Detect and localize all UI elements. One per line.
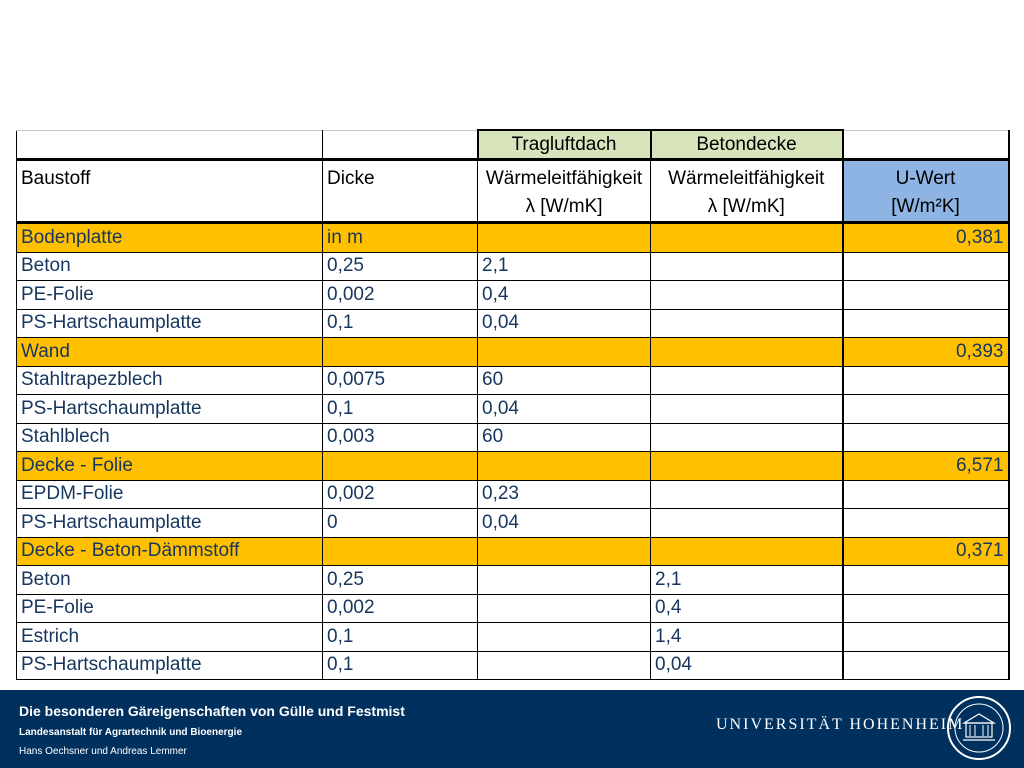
table-cell: [478, 566, 651, 595]
table-cell: 0,1: [323, 651, 478, 680]
table-cell: 0,04: [478, 395, 651, 424]
table-cell: PS-Hartschaumplatte: [17, 309, 323, 338]
table-cell: PS-Hartschaumplatte: [17, 509, 323, 538]
table-cell: [478, 338, 651, 367]
table-cell: [323, 452, 478, 481]
section-row: [17, 338, 1009, 367]
table-row: [17, 366, 1009, 395]
table-cell: Beton: [17, 566, 323, 595]
table-row: [17, 566, 1009, 595]
table-cell: [651, 452, 843, 481]
column-header-cell: [17, 160, 323, 223]
table-cell: 0,002: [323, 594, 478, 623]
section-row: [17, 537, 1009, 566]
presentation-title: Die besonderen Gäreigenschaften von Gülle und Festmist: [19, 703, 405, 719]
section-row: [17, 452, 1009, 481]
table-cell: 0,0075: [323, 366, 478, 395]
table-cell: 6,571: [843, 452, 1009, 481]
table-cell: 0,1: [323, 623, 478, 652]
table-cell: [843, 252, 1009, 281]
table-cell: 0,25: [323, 566, 478, 595]
table-cell: [843, 309, 1009, 338]
table-cell: PE-Folie: [17, 281, 323, 310]
table-cell: 0,1: [323, 309, 478, 338]
table-cell: 2,1: [478, 252, 651, 281]
column-header-row: [17, 160, 1009, 223]
table-row: [17, 651, 1009, 680]
column-header-cell: [323, 160, 478, 223]
table-row: [17, 252, 1009, 281]
table-cell: [323, 338, 478, 367]
university-seal-icon: [946, 695, 1012, 761]
table-row: [17, 309, 1009, 338]
table-cell: PE-Folie: [17, 594, 323, 623]
table-cell: Stahltrapezblech: [17, 366, 323, 395]
table-cell: [478, 223, 651, 253]
table-cell: Decke - Beton-Dämmstoff: [17, 537, 323, 566]
group-header-cell: Tragluftdach: [478, 130, 651, 160]
table-cell: PS-Hartschaumplatte: [17, 651, 323, 680]
table-cell: [651, 423, 843, 452]
table-cell: 0,003: [323, 423, 478, 452]
table-row: [17, 594, 1009, 623]
table-cell: [651, 252, 843, 281]
table-cell: [843, 509, 1009, 538]
table-cell: [651, 366, 843, 395]
table-cell: Wand: [17, 338, 323, 367]
table-cell: [843, 594, 1009, 623]
table-cell: 0,04: [478, 509, 651, 538]
table-cell: 0: [323, 509, 478, 538]
table-cell: 0,002: [323, 281, 478, 310]
table-cell: [843, 623, 1009, 652]
group-header-cell: Betondecke: [651, 130, 843, 160]
table-cell: Estrich: [17, 623, 323, 652]
table-cell: 0,04: [651, 651, 843, 680]
table-cell: [843, 281, 1009, 310]
table-cell: 60: [478, 423, 651, 452]
table-row: [17, 395, 1009, 424]
table-cell: EPDM-Folie: [17, 480, 323, 509]
table-cell: [478, 651, 651, 680]
table-cell: 1,4: [651, 623, 843, 652]
section-row: [17, 223, 1009, 253]
table-cell: Decke - Folie: [17, 452, 323, 481]
column-header-cell: [843, 160, 1009, 223]
table-cell: [651, 281, 843, 310]
column-header-line1: Wärmeleitfähigkeit: [485, 168, 643, 189]
table-cell: PS-Hartschaumplatte: [17, 395, 323, 424]
university-name: UNIVERSITÄT HOHENHEIM: [716, 716, 965, 733]
table-cell: [478, 594, 651, 623]
author-names: Hans Oechsner und Andreas Lemmer: [19, 746, 187, 757]
group-header-cell: [323, 130, 478, 160]
table-cell: [478, 452, 651, 481]
table-row: [17, 509, 1009, 538]
table-row: [17, 623, 1009, 652]
column-header-line2: λ [W/mK]: [707, 196, 785, 217]
table-cell: [651, 223, 843, 253]
table-cell: [651, 509, 843, 538]
table-cell: 0,371: [843, 537, 1009, 566]
footer-bar: [0, 690, 1024, 768]
table-cell: 0,04: [478, 309, 651, 338]
column-header-cell: [651, 160, 843, 223]
table-cell: 0,381: [843, 223, 1009, 253]
table-cell: 0,4: [651, 594, 843, 623]
table-cell: [478, 537, 651, 566]
table-cell: 0,4: [478, 281, 651, 310]
table-row: [17, 281, 1009, 310]
group-header-cell: [843, 130, 1009, 160]
table-cell: 0,1: [323, 395, 478, 424]
table-cell: Beton: [17, 252, 323, 281]
table-cell: [843, 366, 1009, 395]
table-cell: [843, 480, 1009, 509]
group-header-row: [17, 130, 1009, 160]
table-row: [17, 480, 1009, 509]
table-cell: [323, 537, 478, 566]
column-header-line1: Dicke: [327, 168, 375, 189]
table-cell: [651, 537, 843, 566]
table-cell: 60: [478, 366, 651, 395]
table-cell: [651, 338, 843, 367]
table-cell: [651, 395, 843, 424]
table-cell: 0,002: [323, 480, 478, 509]
column-header-line2: λ [W/mK]: [525, 196, 603, 217]
table-cell: [651, 309, 843, 338]
table-cell: [843, 423, 1009, 452]
table-cell: in m: [323, 223, 478, 253]
table-cell: 0,23: [478, 480, 651, 509]
institute-name: Landesanstalt für Agrartechnik und Bioenergie: [19, 727, 243, 738]
table-row: [17, 423, 1009, 452]
table-cell: Bodenplatte: [17, 223, 323, 253]
column-header-line1: Baustoff: [21, 168, 91, 189]
column-header-cell: [478, 160, 651, 223]
table-cell: Stahlblech: [17, 423, 323, 452]
table-cell: 2,1: [651, 566, 843, 595]
table-cell: [651, 480, 843, 509]
column-header-line1: U-Wert: [895, 168, 956, 189]
table-cell: [843, 566, 1009, 595]
column-header-line2: [W/m²K]: [891, 196, 960, 217]
table-cell: 0,25: [323, 252, 478, 281]
u-value-table: [16, 129, 1010, 680]
table-cell: [478, 623, 651, 652]
table-cell: [843, 395, 1009, 424]
table-cell: 0,393: [843, 338, 1009, 367]
column-header-line1: Wärmeleitfähigkeit: [668, 168, 825, 189]
table-cell: [843, 651, 1009, 680]
group-header-cell: [17, 130, 323, 160]
